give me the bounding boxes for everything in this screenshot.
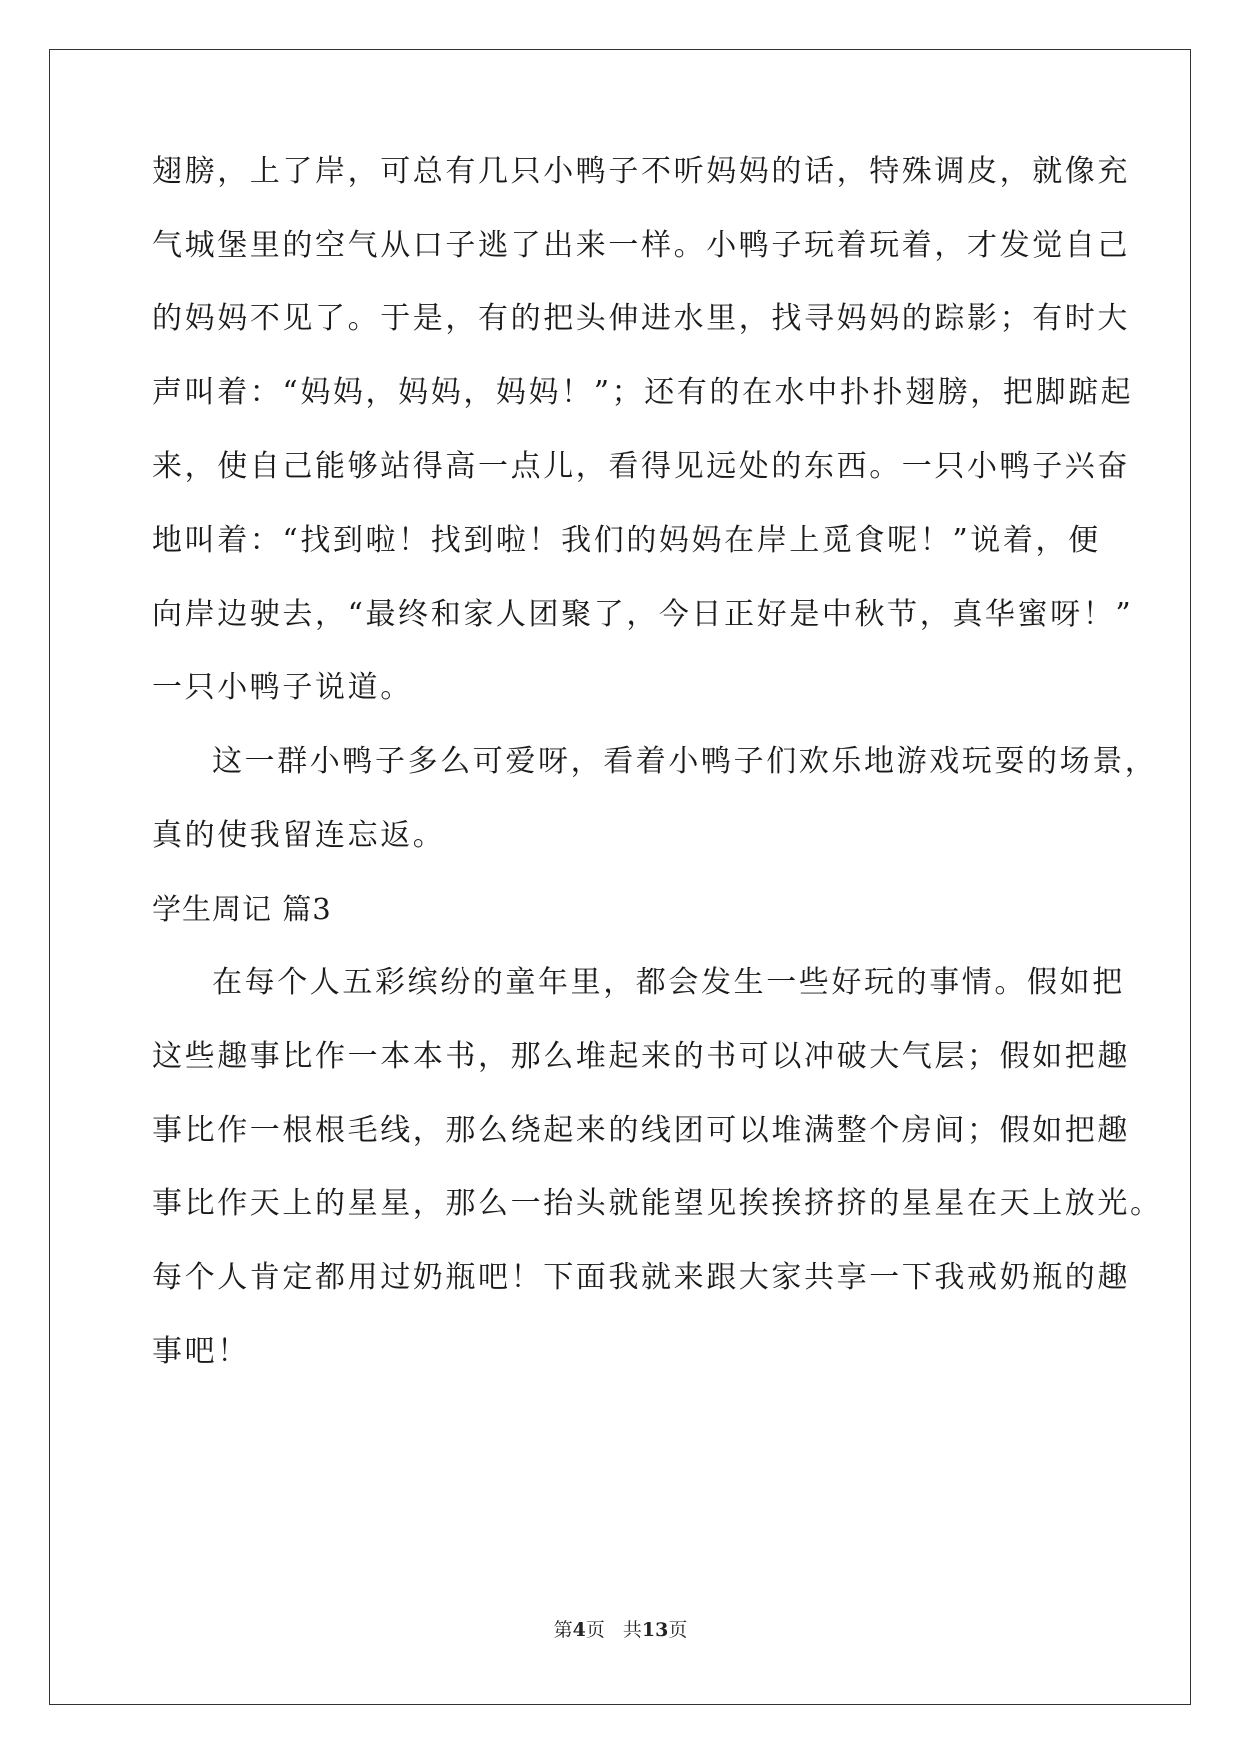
paragraph-line: 真的使我留连忘返。 (152, 818, 446, 853)
page-prefix: 第 (553, 1619, 573, 1641)
paragraph-line: 气城堡里的空气从口子逃了出来一样。小鸭子玩着玩着，才发觉自己 (152, 228, 1130, 263)
paragraph-line: 翅膀，上了岸，可总有几只小鸭子不听妈妈的话，特殊调皮，就像充 (152, 154, 1130, 189)
paragraph-line: 来，使自己能够站得高一点儿，看得见远处的东西。一只小鸭子兴奋 (152, 449, 1130, 484)
paragraph-line: 每个人肯定都用过奶瓶吧！下面我就来跟大家共享一下我戒奶瓶的趣 (152, 1260, 1130, 1295)
paragraph-line: 这一群小鸭子多么可爱呀，看着小鸭子们欢乐地游戏玩耍的场景， (212, 744, 1158, 779)
paragraph-line: 的妈妈不见了。于是，有的把头伸进水里，找寻妈妈的踪影；有时大 (152, 301, 1130, 336)
paragraph-line: 一只小鸭子说道。 (152, 670, 413, 705)
paragraph-line: 在每个人五彩缤纷的童年里，都会发生一些好玩的事情。假如把 (212, 965, 1125, 1000)
paragraph-line: 这些趣事比作一本本书，那么堆起来的书可以冲破大气层；假如把趣 (152, 1039, 1130, 1074)
page-footer (0, 1618, 1241, 1642)
paragraph-line: 事比作天上的星星，那么一抬头就能望见挨挨挤挤的星星在天上放光。 (152, 1186, 1163, 1221)
paragraph-line: 地叫着：“找到啦！找到啦！我们的妈妈在岸上觅食呢！”说着，便 (152, 523, 1101, 558)
paragraph-line: 事比作一根根毛线，那么绕起来的线团可以堆满整个房间；假如把趣 (152, 1113, 1130, 1148)
page-number: 4 (572, 1619, 586, 1641)
total-prefix: 共 (622, 1619, 642, 1641)
paragraph-line: 向岸边驶去，“最终和家人团聚了，今日正好是中秋节，真华蜜呀！” (152, 597, 1134, 632)
page-suffix: 页 (585, 1619, 605, 1641)
total-suffix: 页 (668, 1619, 688, 1641)
total-pages: 13 (641, 1619, 669, 1641)
paragraph-line: 事吧！ (152, 1334, 250, 1369)
section-heading: 学生周记 篇3 (152, 892, 332, 926)
paragraph-line: 声叫着：“妈妈，妈妈，妈妈！”；还有的在水中扑扑翅膀，把脚踮起 (152, 375, 1134, 410)
page-border (49, 49, 1191, 1705)
